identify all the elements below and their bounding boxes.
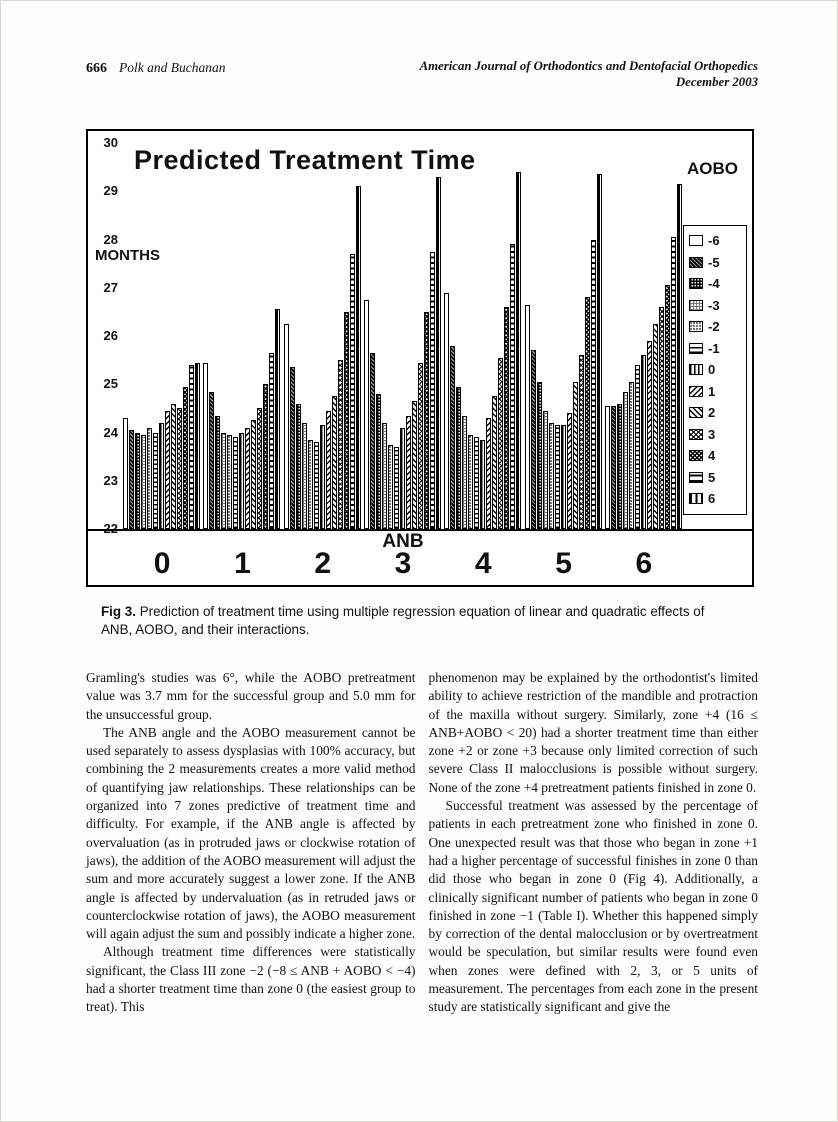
legend-swatch	[689, 493, 703, 504]
bar	[275, 309, 280, 529]
bar-group	[604, 143, 684, 529]
legend-swatch	[689, 321, 703, 332]
y-tick-label: 30	[103, 134, 118, 150]
bar	[227, 435, 232, 529]
bar	[623, 392, 628, 530]
legend-item	[689, 295, 741, 317]
page-number: 666	[86, 61, 107, 76]
legend-label: -4	[708, 276, 720, 292]
bar	[617, 404, 622, 529]
bar	[135, 433, 140, 530]
bar	[400, 428, 405, 529]
bar	[394, 447, 399, 529]
bar	[364, 300, 369, 529]
figure-caption	[101, 603, 731, 639]
paragraph: phenomenon may be explained by the orthodontist's limited ability to achieve restriction of the mandible and protraction of the maxilla without surgery. Similarly, zone +4 (16 ≤ ANB+AOBO < 20) had a shorter treatment time than either zone +2 or zone +3 because only limited correction of such severe Class II malocclusions is possible without surgery. None of the zone +4 pretreatment patients finished in zone 0.	[428, 670, 758, 795]
plot-area	[122, 143, 684, 529]
legend-label: -5	[708, 254, 720, 270]
y-tick-label: 25	[103, 376, 118, 391]
bar	[418, 363, 423, 529]
bar	[388, 445, 393, 529]
bar	[456, 387, 461, 529]
bar	[284, 324, 289, 529]
bar	[424, 312, 429, 529]
paragraph: The ANB angle and the AOBO measurement cannot be used separately to assess dysplasias with 100% accuracy, but combining the 2 measurements creates a more valid method of quantifying jaw relationships. These relationships can be organized into 7 zones predictive of treatment time and difficulty. For example, if the ANB angle is affected by overvaluation (as in protruded jaws or clockwise rotation of jaws), the addition of the AOBO measurement will adjust the sum and more accurately suggest a lower zone. If the ANB angle is affected by undervaluation (as in retruded jaws or counterclockwise rotation of jaws), the AOBO measurement will again adjust the sum and possibly indicate a higher zone.	[86, 724, 416, 942]
y-tick-label: 23	[103, 472, 118, 488]
bar	[123, 418, 128, 529]
bar	[314, 442, 319, 529]
legend-swatch	[689, 450, 703, 461]
legend-title: AOBO	[687, 159, 738, 178]
legend-item	[689, 273, 741, 295]
bar	[412, 401, 417, 529]
bar	[516, 172, 521, 529]
bar	[462, 416, 467, 529]
page-header	[86, 59, 758, 90]
legend-swatch	[689, 386, 703, 397]
y-axis-label: MONTHS	[95, 247, 160, 264]
running-authors: Polk and Buchanan	[119, 60, 226, 75]
paragraph: Although treatment time differences were statistically significant, the Class III zone −2 (−8 ≤ ANB + AOBO < −4) had a shorter treatment time than zone 0 (the easiest group to treat). This	[86, 944, 416, 1015]
bar	[263, 384, 268, 529]
bar	[129, 430, 134, 529]
bar	[579, 355, 584, 529]
bar	[326, 411, 331, 529]
y-tick-label: 27	[103, 279, 118, 295]
bar	[510, 244, 515, 529]
bar	[177, 408, 182, 529]
body-text	[86, 669, 758, 1017]
legend-label: -2	[708, 319, 720, 335]
bar-group	[202, 143, 282, 529]
bar	[659, 307, 664, 529]
bar	[141, 435, 146, 529]
bar	[183, 387, 188, 529]
legend	[683, 225, 747, 515]
journal-title: American Journal of Orthodontics and Dentofacial Orthopedics	[419, 59, 758, 73]
legend-item	[689, 359, 741, 381]
bar	[549, 423, 554, 529]
bar	[215, 416, 220, 529]
caption-label: Fig 3.	[101, 604, 136, 619]
category-labels	[122, 547, 684, 581]
right-column	[429, 669, 759, 1017]
bar	[338, 360, 343, 529]
bar	[251, 420, 256, 529]
bar	[605, 406, 610, 529]
bar	[239, 433, 244, 530]
y-tick-label: 22	[103, 520, 118, 536]
bar	[585, 297, 590, 529]
bar	[350, 254, 355, 529]
bar	[525, 305, 530, 529]
bar	[356, 186, 361, 529]
legend-swatch	[689, 300, 703, 311]
bar	[382, 423, 387, 529]
bar	[147, 428, 152, 529]
legend-label: 1	[708, 383, 716, 399]
bar	[296, 404, 301, 529]
legend-item	[689, 467, 741, 489]
legend-swatch	[689, 472, 703, 483]
caption-text: Prediction of treatment time using multiple regression equation of linear and quadratic effects of ANB, AOBO, and their interactions.	[101, 604, 705, 637]
bar	[531, 350, 536, 529]
legend-swatch	[689, 429, 703, 440]
bar	[665, 285, 670, 529]
chart-title: Predicted Treatment Time	[134, 145, 476, 175]
legend-label: 4	[708, 448, 716, 464]
bar	[159, 423, 164, 529]
bar	[450, 346, 455, 529]
bar	[406, 416, 411, 529]
legend-item	[689, 445, 741, 467]
legend-label: -3	[708, 297, 720, 313]
bar	[480, 440, 485, 529]
category-label: 6	[635, 547, 653, 580]
legend-item	[689, 424, 741, 446]
bar	[492, 396, 497, 529]
legend-swatch	[689, 343, 703, 354]
legend-item	[689, 252, 741, 274]
y-axis-ticks	[92, 131, 118, 585]
bar	[430, 252, 435, 529]
bar	[504, 307, 509, 529]
bar	[677, 184, 682, 529]
legend-item	[689, 488, 741, 510]
legend-item	[689, 230, 741, 252]
bar	[653, 324, 658, 529]
issue-date: December 2003	[675, 74, 758, 89]
legend-label: -1	[708, 340, 720, 356]
bar	[332, 396, 337, 529]
legend-swatch	[689, 407, 703, 418]
paragraph: Successful treatment was assessed by the percentage of patients in each pretreatment zone who finished in zone 0. One unexpected result was that those who began in zone +1 had a higher percentage of successful finishes in zone 0 than did those who began in zone 0 (Fig 4). Additionally, a clinically significant number of patients who began in zone 0 finished in zone −1 (Table I). Whether this happened simply by correction of the dental malocclusion or by overtreatment would be speculation, but similar results were found even when zones were defined with 2, 3, or 5 units of measurement. The percentages from each zone in the present study are statistically significant and give the	[428, 798, 758, 1015]
bar	[635, 365, 640, 529]
category-label: 0	[153, 547, 171, 580]
running-head-left	[86, 59, 225, 77]
bar	[486, 418, 491, 529]
bar	[641, 355, 646, 529]
chart-figure	[86, 129, 754, 587]
x-axis-label: ANB	[382, 531, 424, 552]
legend-label: 5	[708, 469, 716, 485]
bar	[171, 404, 176, 529]
bar	[290, 367, 295, 529]
bar	[537, 382, 542, 529]
bar	[498, 358, 503, 529]
legend-swatch	[689, 257, 703, 268]
bar	[221, 433, 226, 530]
legend-swatch	[689, 364, 703, 375]
bar	[308, 440, 313, 529]
y-tick-label: 24	[103, 424, 118, 440]
bar	[597, 174, 602, 529]
category-label: 4	[474, 547, 492, 580]
category-label: 3	[394, 547, 412, 580]
bar	[647, 341, 652, 529]
bar-group	[122, 143, 202, 529]
bar	[302, 423, 307, 529]
legend-label: 0	[708, 362, 716, 378]
bar	[233, 437, 238, 529]
bar	[320, 425, 325, 529]
bar	[153, 433, 158, 530]
bar	[257, 408, 262, 529]
left-column	[86, 669, 416, 1017]
bar	[436, 177, 441, 529]
bar	[203, 363, 208, 529]
bar-group	[443, 143, 523, 529]
bar	[567, 413, 572, 529]
bar	[591, 240, 596, 530]
y-tick-label: 29	[103, 183, 118, 198]
legend-label: 6	[708, 491, 716, 507]
category-label: 5	[555, 547, 572, 580]
bar	[671, 237, 676, 529]
legend-item	[689, 316, 741, 338]
bar-group	[523, 143, 603, 529]
legend-label: -6	[708, 233, 720, 249]
bar	[555, 425, 560, 529]
bar	[209, 392, 214, 530]
bar	[543, 411, 548, 529]
bar	[629, 382, 634, 529]
bar	[165, 411, 170, 529]
category-label: 2	[314, 547, 332, 580]
legend-item	[689, 402, 741, 424]
bar	[474, 437, 479, 529]
bar	[189, 365, 194, 529]
legend-item	[689, 381, 741, 403]
bar	[344, 312, 349, 529]
legend-label: 2	[708, 405, 716, 421]
bar	[376, 394, 381, 529]
bar-group	[283, 143, 363, 529]
bar	[269, 353, 274, 529]
bar	[468, 435, 473, 529]
bar	[195, 363, 200, 529]
bar	[245, 428, 250, 529]
y-tick-label: 26	[103, 327, 118, 343]
bar	[444, 293, 449, 529]
legend-swatch	[689, 235, 703, 246]
category-label: 1	[234, 547, 251, 580]
legend-swatch	[689, 278, 703, 289]
legend-item	[689, 338, 741, 360]
legend-label: 3	[708, 426, 716, 442]
bar	[573, 382, 578, 529]
bar	[611, 406, 616, 529]
bar	[370, 353, 375, 529]
bar-group	[363, 143, 443, 529]
y-tick-label: 28	[103, 231, 118, 247]
running-head-right	[420, 59, 758, 90]
paragraph: Gramling's studies was 6°, while the AOBO pretreatment value was 3.7 mm for the successful group and 5.0 mm for the unsuccessful group.	[86, 670, 416, 722]
bar	[561, 425, 566, 529]
